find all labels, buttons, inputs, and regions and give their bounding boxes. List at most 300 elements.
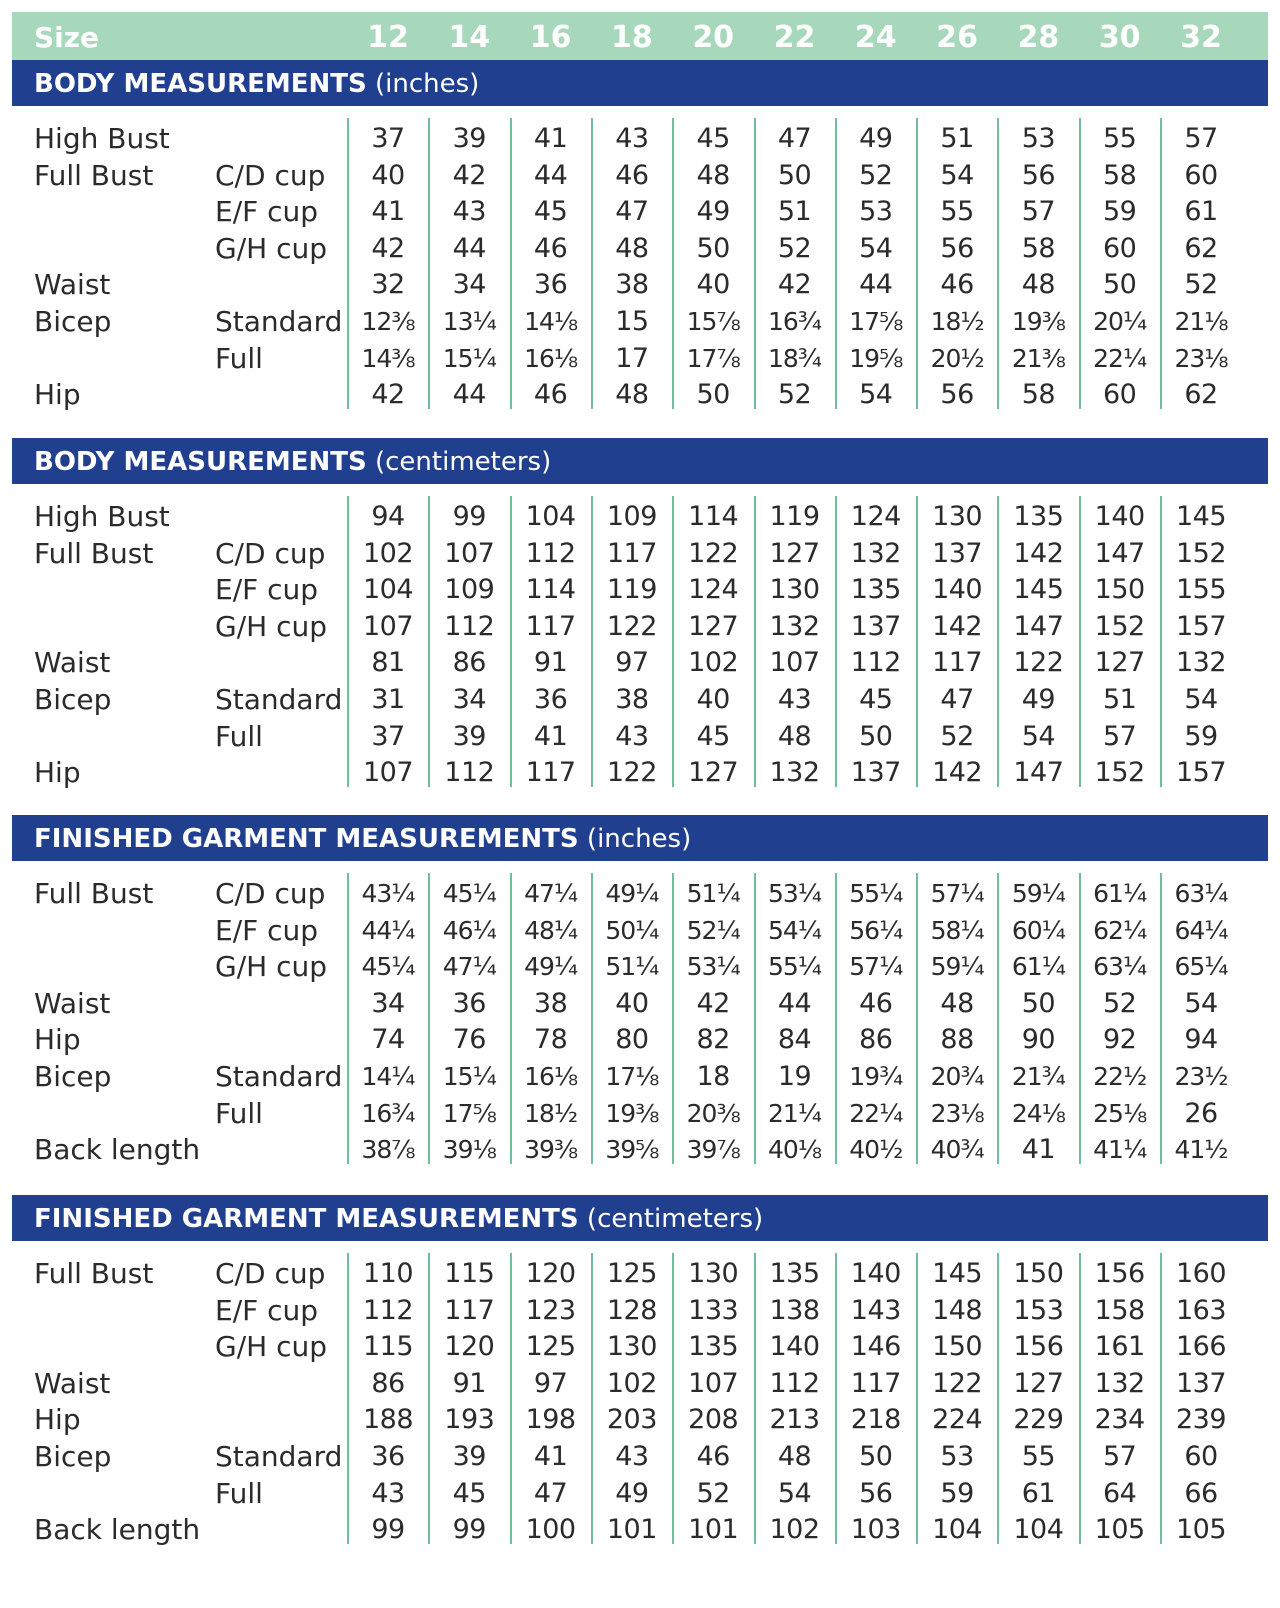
table-cell: 120 (525, 1258, 576, 1289)
table-cell: 48 (615, 232, 649, 264)
table-cell: 50 (1021, 987, 1056, 1019)
table-cell: 54 (1021, 720, 1056, 752)
table-cell: 50 (777, 159, 812, 191)
table-cell: 47¼ (524, 879, 578, 908)
table-cell: 54¼ (767, 915, 822, 945)
table-cell: 208 (688, 1404, 739, 1436)
table-cell: 48¼ (524, 915, 578, 945)
table-cell: 46 (940, 269, 974, 301)
table-cell: 52¼ (686, 915, 740, 945)
row-sublabel: Standard (215, 683, 343, 716)
table-cell: 152 (1175, 537, 1227, 569)
table-cell: 23⅛ (1174, 343, 1228, 373)
section-title (34, 815, 691, 861)
table-cell: 48 (1021, 269, 1056, 301)
table-cell: 14¼ (361, 1062, 415, 1091)
table-cell: 34 (452, 269, 486, 301)
table-cell: 22½ (1093, 1062, 1147, 1091)
table-cell: 43 (615, 1441, 649, 1472)
table-cell: 155 (1175, 574, 1227, 606)
table-cell: 49¼ (524, 952, 578, 982)
table-cell: 48 (615, 379, 649, 411)
table-cell: 140 (1094, 501, 1145, 532)
table-cell: 43 (615, 123, 649, 154)
table-cell: 99 (452, 1514, 486, 1546)
table-cell: 57 (1103, 1441, 1137, 1472)
table-cell: 65¼ (1174, 952, 1228, 982)
table-cell: 140 (932, 574, 983, 606)
table-cell: 239 (1175, 1404, 1227, 1436)
table-cell: 40 (696, 269, 730, 301)
table-cell: 213 (769, 1404, 820, 1436)
table-cell: 57 (1021, 196, 1056, 228)
table-cell: 56 (859, 1477, 893, 1509)
table-cell: 43 (615, 720, 649, 752)
table-cell: 49 (1021, 684, 1056, 715)
table-cell: 127 (1013, 1367, 1064, 1399)
table-cell: 48 (696, 159, 730, 191)
table-cell: 36 (533, 684, 568, 715)
table-cell: 34 (371, 987, 405, 1019)
table-cell: 145 (1013, 574, 1064, 606)
table-cell: 48 (777, 1441, 812, 1472)
table-cell: 60 (1103, 379, 1137, 411)
table-cell: 62¼ (1093, 915, 1147, 945)
table-cell: 46 (533, 232, 568, 264)
table-cell: 47 (777, 123, 812, 154)
table-cell: 36 (371, 1441, 405, 1472)
row-label: Bicep (34, 1060, 112, 1093)
table-cell: 45 (533, 196, 568, 228)
table-cell: 42 (371, 379, 405, 411)
table-cell: 48 (777, 720, 812, 752)
table-cell: 112 (362, 1294, 414, 1326)
table-cell: 18 (696, 1061, 730, 1092)
table-cell: 57 (1103, 720, 1137, 752)
table-cell: 152 (1094, 757, 1145, 789)
table-cell: 49 (859, 123, 893, 154)
size-column-header: 22 (773, 20, 816, 55)
table-cell: 127 (769, 537, 820, 569)
table-cell: 94 (371, 501, 405, 532)
table-cell: 16¾ (361, 1098, 415, 1128)
table-cell: 132 (1175, 647, 1227, 679)
table-cell: 125 (525, 1331, 576, 1363)
table-cell: 150 (932, 1331, 983, 1363)
table-cell: 135 (769, 1258, 820, 1289)
table-cell: 49¼ (605, 879, 659, 908)
table-cell: 117 (932, 647, 983, 679)
row-label: Waist (34, 986, 111, 1020)
row-sublabel: C/D cup (215, 536, 326, 570)
table-cell: 18½ (524, 1098, 578, 1128)
table-cell: 142 (932, 610, 983, 642)
section-title-text: FINISHED GARMENT MEASUREMENTS (34, 1204, 579, 1234)
table-cell: 49 (696, 196, 730, 228)
section-title-text: BODY MEASUREMENTS (34, 69, 367, 99)
table-cell: 36 (533, 269, 568, 301)
table-cell: 17 (615, 342, 649, 374)
table-cell: 51 (1103, 684, 1137, 715)
table-cell: 19⅜ (605, 1098, 659, 1128)
table-cell: 99 (452, 501, 486, 532)
table-cell: 46¼ (442, 915, 496, 945)
table-cell: 122 (932, 1367, 983, 1399)
table-cell: 41 (533, 1441, 568, 1472)
row-label: Bicep (34, 305, 112, 338)
table-cell: 51¼ (686, 879, 740, 908)
table-cell: 104 (362, 574, 414, 606)
table-cell: 142 (932, 757, 983, 789)
row-label: High Bust (34, 500, 170, 533)
table-cell: 137 (850, 757, 901, 789)
table-cell: 55¼ (849, 879, 903, 908)
table-cell: 45¼ (442, 879, 496, 908)
table-cell: 105 (1175, 1514, 1227, 1546)
table-cell: 153 (1013, 1294, 1064, 1326)
table-cell: 124 (688, 574, 739, 606)
table-cell: 112 (444, 610, 495, 642)
table-cell: 117 (850, 1367, 901, 1399)
table-cell: 54 (1184, 684, 1218, 715)
table-cell: 40 (371, 159, 405, 191)
table-cell: 54 (940, 159, 974, 191)
table-cell: 21¼ (767, 1098, 822, 1128)
table-cell: 40¾ (930, 1135, 984, 1165)
table-cell: 46 (859, 987, 893, 1019)
table-cell: 104 (1013, 1514, 1064, 1546)
table-cell: 137 (932, 537, 983, 569)
table-cell: 88 (940, 1024, 974, 1056)
table-cell: 119 (769, 501, 820, 532)
table-cell: 20¾ (930, 1062, 984, 1091)
table-cell: 48 (940, 987, 974, 1019)
table-cell: 203 (606, 1404, 657, 1436)
row-sublabel: C/D cup (215, 1257, 326, 1290)
table-cell: 46 (533, 379, 568, 411)
section-title (34, 438, 551, 484)
table-cell: 44 (452, 379, 486, 411)
table-cell: 42 (371, 232, 405, 264)
table-cell: 52 (777, 379, 812, 411)
table-cell: 97 (615, 647, 649, 679)
table-cell: 145 (932, 1258, 983, 1289)
table-cell: 109 (606, 501, 657, 532)
row-sublabel: E/F cup (215, 1293, 319, 1327)
table-cell: 58 (1103, 159, 1137, 191)
table-cell: 64¼ (1174, 915, 1228, 945)
table-cell: 50 (696, 232, 730, 264)
section-title (34, 1195, 763, 1241)
table-cell: 14⅛ (524, 307, 578, 336)
row-label: High Bust (34, 122, 170, 155)
table-cell: 17⅝ (849, 307, 903, 336)
table-cell: 119 (606, 574, 657, 606)
row-label: Waist (34, 1366, 111, 1400)
row-sublabel: Full (215, 341, 263, 375)
table-cell: 132 (769, 757, 820, 789)
table-cell: 24⅛ (1011, 1098, 1065, 1128)
table-cell: 55 (940, 196, 974, 228)
table-cell: 59 (1103, 196, 1137, 228)
table-cell: 117 (444, 1294, 495, 1326)
table-cell: 74 (371, 1024, 405, 1056)
table-cell: 40 (696, 684, 730, 715)
table-cell: 38⅞ (361, 1135, 415, 1165)
table-cell: 50 (859, 720, 893, 752)
table-cell: 110 (362, 1258, 414, 1289)
section-unit: (inches) (374, 69, 480, 99)
row-sublabel: E/F cup (215, 573, 319, 607)
section-unit: (centimeters) (374, 447, 552, 477)
table-cell: 61¼ (1011, 952, 1065, 982)
table-cell: 19¾ (849, 1062, 903, 1091)
table-cell: 39 (452, 720, 486, 752)
table-cell: 43 (777, 684, 812, 715)
table-cell: 41 (533, 123, 568, 154)
table-cell: 147 (1013, 610, 1064, 642)
table-cell: 105 (1094, 1514, 1145, 1546)
table-cell: 102 (606, 1367, 657, 1399)
row-sublabel: E/F cup (215, 913, 319, 947)
table-cell: 76 (452, 1024, 486, 1056)
row-label: Hip (34, 1023, 81, 1057)
table-cell: 60¼ (1011, 915, 1065, 945)
row-label: Bicep (34, 1440, 112, 1473)
table-cell: 132 (769, 610, 820, 642)
table-cell: 21¾ (1011, 1062, 1065, 1091)
table-cell: 52 (696, 1477, 730, 1509)
table-cell: 90 (1021, 1024, 1056, 1056)
table-cell: 46 (696, 1441, 730, 1472)
row-label: Hip (34, 756, 81, 790)
table-cell: 26 (1184, 1097, 1218, 1129)
row-label: Hip (34, 378, 81, 412)
table-cell: 51¼ (605, 952, 659, 982)
table-cell: 54 (777, 1477, 812, 1509)
table-cell: 20½ (930, 343, 984, 373)
table-cell: 218 (850, 1404, 901, 1436)
table-cell: 22¼ (849, 1098, 903, 1128)
table-cell: 18¾ (767, 343, 822, 373)
row-label: Back length (34, 1513, 201, 1547)
table-cell: 130 (932, 501, 983, 532)
table-cell: 59 (1184, 720, 1218, 752)
table-cell: 39⅝ (605, 1135, 659, 1165)
table-cell: 133 (688, 1294, 739, 1326)
table-cell: 18½ (930, 307, 984, 336)
table-cell: 107 (769, 647, 820, 679)
row-sublabel: Standard (215, 1440, 343, 1473)
table-cell: 60 (1103, 232, 1137, 264)
table-cell: 161 (1094, 1331, 1145, 1363)
section-unit: (centimeters) (586, 1204, 764, 1234)
table-cell: 150 (1013, 1258, 1064, 1289)
row-sublabel: Full (215, 719, 263, 753)
table-cell: 229 (1013, 1404, 1064, 1436)
table-cell: 78 (533, 1024, 568, 1056)
table-cell: 52 (1184, 269, 1218, 301)
table-cell: 44 (533, 159, 568, 191)
table-cell: 44 (859, 269, 893, 301)
table-cell: 38 (615, 269, 649, 301)
table-cell: 44 (452, 232, 486, 264)
table-cell: 112 (850, 647, 901, 679)
table-cell: 41¼ (1093, 1135, 1147, 1165)
table-cell: 50¼ (605, 915, 659, 945)
table-cell: 130 (769, 574, 820, 606)
table-cell: 117 (606, 537, 657, 569)
section-title (34, 60, 479, 106)
row-sublabel: Full (215, 1476, 263, 1510)
table-cell: 114 (688, 501, 739, 532)
section-header (12, 60, 1268, 106)
table-cell: 234 (1094, 1404, 1145, 1436)
table-cell: 37 (371, 123, 405, 154)
table-cell: 86 (859, 1024, 893, 1056)
table-cell: 224 (932, 1404, 983, 1436)
table-cell: 42 (696, 987, 730, 1019)
table-cell: 81 (371, 647, 405, 679)
row-label: Waist (34, 268, 111, 302)
table-cell: 132 (850, 537, 901, 569)
row-label: Back length (34, 1133, 201, 1167)
table-cell: 150 (1094, 574, 1145, 606)
size-column-header: 18 (611, 20, 653, 55)
table-cell: 45 (452, 1477, 486, 1509)
table-cell: 130 (688, 1258, 739, 1289)
table-cell: 56¼ (849, 915, 903, 945)
row-sublabel: Full (215, 1096, 263, 1130)
table-cell: 128 (606, 1294, 657, 1326)
table-cell: 53 (1021, 123, 1056, 154)
table-cell: 41 (371, 196, 405, 228)
table-cell: 40 (615, 987, 649, 1019)
table-cell: 54 (859, 232, 893, 264)
table-cell: 44 (777, 987, 812, 1019)
table-cell: 152 (1094, 610, 1145, 642)
table-cell: 166 (1175, 1331, 1227, 1363)
row-label: Full Bust (34, 1257, 154, 1290)
table-cell: 40½ (849, 1135, 903, 1165)
table-cell: 157 (1175, 610, 1227, 642)
table-cell: 39⅛ (442, 1135, 496, 1165)
table-cell: 42 (452, 159, 486, 191)
size-column-header: 20 (692, 20, 735, 55)
table-cell: 23⅛ (930, 1098, 984, 1128)
table-cell: 91 (533, 647, 568, 679)
table-cell: 102 (688, 647, 739, 679)
table-cell: 15 (615, 306, 649, 337)
section-header (12, 815, 1268, 861)
table-cell: 91 (452, 1367, 486, 1399)
table-cell: 59¼ (930, 952, 984, 982)
table-cell: 41½ (1174, 1135, 1228, 1165)
table-cell: 63¼ (1174, 879, 1228, 908)
table-cell: 80 (615, 1024, 649, 1056)
row-sublabel: C/D cup (215, 158, 326, 192)
table-cell: 59 (940, 1477, 974, 1509)
table-cell: 54 (859, 379, 893, 411)
table-cell: 124 (850, 501, 901, 532)
table-cell: 117 (525, 610, 576, 642)
table-cell: 158 (1094, 1294, 1145, 1326)
table-cell: 16¾ (767, 307, 822, 336)
size-column-header: 12 (367, 20, 409, 55)
table-cell: 51 (940, 123, 974, 154)
table-cell: 43 (452, 196, 486, 228)
table-cell: 56 (940, 232, 974, 264)
table-cell: 45 (859, 684, 893, 715)
table-cell: 104 (525, 501, 576, 532)
table-cell: 61 (1184, 196, 1218, 228)
row-sublabel: Standard (215, 1060, 343, 1093)
table-cell: 39 (452, 123, 486, 154)
table-cell: 45 (696, 720, 730, 752)
table-cell: 47 (615, 196, 649, 228)
table-cell: 156 (1013, 1331, 1064, 1363)
table-cell: 40⅛ (767, 1135, 822, 1165)
size-column-header: 16 (529, 20, 572, 55)
row-label: Hip (34, 1403, 81, 1437)
table-cell: 15⅞ (686, 307, 740, 336)
table-cell: 137 (1175, 1367, 1227, 1399)
table-cell: 84 (777, 1024, 812, 1056)
table-cell: 107 (444, 537, 495, 569)
size-column-header: 14 (448, 20, 491, 55)
table-cell: 47 (533, 1477, 568, 1509)
table-cell: 60 (1184, 159, 1218, 191)
table-cell: 54 (1184, 987, 1218, 1019)
table-cell: 122 (606, 610, 657, 642)
table-cell: 127 (1094, 647, 1145, 679)
table-cell: 112 (444, 757, 495, 789)
table-cell: 140 (850, 1258, 901, 1289)
size-column-header: 28 (1017, 20, 1060, 55)
table-cell: 46 (615, 159, 649, 191)
table-cell: 53 (940, 1441, 974, 1472)
table-cell: 62 (1184, 379, 1218, 411)
table-cell: 34 (452, 684, 486, 715)
table-cell: 39⅞ (686, 1135, 740, 1165)
table-cell: 52 (859, 159, 893, 191)
table-cell: 57 (1184, 123, 1218, 154)
table-cell: 58 (1021, 232, 1056, 264)
section-header (12, 438, 1268, 484)
table-cell: 115 (362, 1331, 414, 1363)
table-cell: 112 (769, 1367, 820, 1399)
table-cell: 188 (362, 1404, 414, 1436)
table-cell: 60 (1184, 1441, 1218, 1472)
table-cell: 125 (606, 1258, 657, 1289)
table-cell: 86 (371, 1367, 405, 1399)
table-cell: 43¼ (361, 879, 415, 908)
table-cell: 42 (777, 269, 812, 301)
table-cell: 62 (1184, 232, 1218, 264)
table-cell: 15¼ (442, 343, 496, 373)
table-cell: 122 (606, 757, 657, 789)
row-sublabel: E/F cup (215, 195, 319, 229)
table-cell: 57¼ (849, 952, 903, 982)
table-cell: 146 (850, 1331, 901, 1363)
table-cell: 22¼ (1093, 343, 1147, 373)
table-cell: 59¼ (1011, 879, 1065, 908)
table-cell: 19⅜ (1011, 307, 1065, 336)
row-label: Full Bust (34, 536, 154, 570)
table-cell: 163 (1175, 1294, 1227, 1326)
row-label: Full Bust (34, 158, 154, 192)
table-cell: 58 (1021, 379, 1056, 411)
